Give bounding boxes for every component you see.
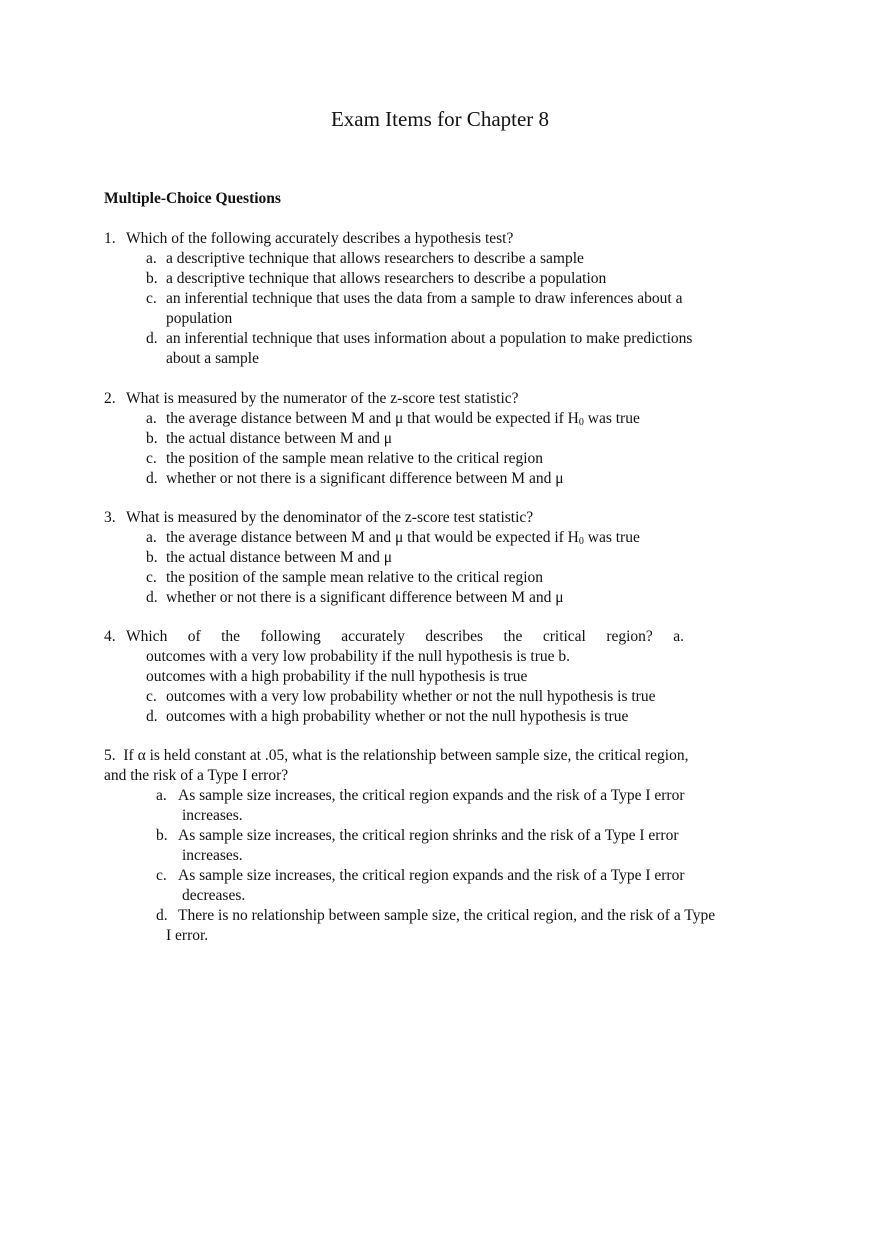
option-a-line: outcomes with a very low probability if the null hypothesis is true b.	[146, 648, 571, 665]
question-5	[104, 746, 784, 946]
option-letter: a.	[156, 787, 167, 804]
option-d	[104, 469, 784, 489]
option-letter: b.	[146, 549, 158, 566]
option-b	[104, 269, 784, 289]
option-b	[104, 429, 784, 449]
option-text: the actual distance between M and μ	[166, 549, 393, 566]
question-text: What is measured by the denominator of the z-score test statistic?	[126, 509, 534, 526]
question-3	[104, 508, 784, 608]
option-text: There is no relationship between sample size, the critical region, and the risk of a Type	[178, 907, 716, 924]
option-text-continued: increases.	[182, 847, 243, 864]
option-text: the average distance between M and μ that would be expected if H	[166, 529, 579, 546]
option-letter: a.	[146, 250, 157, 267]
subscript-zero: 0	[578, 536, 584, 547]
option-text-continued: decreases.	[182, 887, 246, 904]
option-text: a descriptive technique that allows researchers to describe a population	[166, 270, 607, 287]
question-stem	[104, 229, 784, 249]
option-text: the position of the sample mean relative to the critical region	[166, 450, 544, 467]
question-text: Which of the following accurately describes a hypothesis test?	[126, 230, 514, 247]
option-a	[104, 249, 784, 269]
option-c	[104, 289, 784, 329]
question-number: 3.	[104, 509, 116, 526]
option-a	[104, 409, 784, 429]
option-text-end: was true	[583, 410, 640, 427]
option-text-continued: about a sample	[166, 350, 259, 367]
option-list	[104, 249, 784, 369]
option-text-continued: I error.	[166, 927, 209, 944]
option-text: As sample size increases, the critical region expands and the risk of a Type I error	[178, 867, 685, 884]
option-letter: c.	[156, 867, 167, 884]
question-stem	[104, 746, 784, 766]
option-text: outcomes with a high probability whether or not the null hypothesis is true	[166, 708, 629, 725]
question-text-continued: and the risk of a Type I error?	[104, 767, 289, 784]
question-4	[104, 627, 784, 727]
option-text: As sample size increases, the critical region expands and the risk of a Type I error	[178, 787, 685, 804]
option-text: outcomes with a very low probability whether or not the null hypothesis is true	[166, 688, 656, 705]
option-list	[104, 786, 784, 946]
subscript-zero: 0	[578, 417, 584, 428]
section-heading: Multiple-Choice Questions	[104, 190, 281, 207]
option-letter: c.	[146, 688, 157, 705]
option-text: the average distance between M and μ that would be expected if H	[166, 410, 579, 427]
option-text: whether or not there is a significant difference between M and μ	[166, 470, 564, 487]
option-letter: d.	[146, 330, 158, 347]
option-text: a descriptive technique that allows researchers to describe a sample	[166, 250, 584, 267]
option-letter: c.	[146, 290, 157, 307]
option-c	[104, 687, 784, 707]
option-letter: b.	[146, 270, 158, 287]
option-d	[104, 329, 784, 369]
option-letter: d.	[146, 708, 158, 725]
option-b	[104, 826, 784, 866]
option-a	[104, 786, 784, 826]
option-letter: a.	[146, 410, 157, 427]
option-letter: d.	[146, 589, 158, 606]
question-number: 1.	[104, 230, 116, 247]
question-1	[104, 229, 784, 369]
option-text: the position of the sample mean relative to the critical region	[166, 569, 544, 586]
option-letter: c.	[146, 450, 157, 467]
option-text: an inferential technique that uses the data from a sample to draw inferences about a	[166, 290, 683, 307]
question-stem	[104, 508, 784, 528]
option-letter: a.	[146, 529, 157, 546]
question-2	[104, 389, 784, 489]
option-a	[104, 528, 784, 548]
option-text-continued: increases.	[182, 807, 243, 824]
option-list	[104, 528, 784, 608]
option-text-continued: population	[166, 310, 233, 327]
question-stem	[104, 389, 784, 409]
option-b-line: outcomes with a high probability if the null hypothesis is true	[146, 668, 528, 685]
option-d	[104, 906, 784, 946]
question-stem	[104, 627, 784, 647]
option-letter: d.	[156, 907, 168, 924]
question-text: If α is held constant at .05, what is the relationship between sample size, the critical region,	[123, 747, 689, 764]
question-text: What is measured by the numerator of the z-score test statistic?	[126, 390, 519, 407]
option-letter: b.	[156, 827, 168, 844]
option-letter: b.	[146, 430, 158, 447]
option-d	[104, 707, 784, 727]
question-number: 5.	[104, 747, 116, 764]
option-text: As sample size increases, the critical region shrinks and the risk of a Type I error	[178, 827, 679, 844]
question-text: Which of the following accurately describes the critical region? a.	[126, 628, 684, 645]
option-c	[104, 449, 784, 469]
option-b	[104, 548, 784, 568]
option-c	[104, 568, 784, 588]
option-list	[104, 687, 784, 727]
option-text: whether or not there is a significant difference between M and μ	[166, 589, 564, 606]
option-text: an inferential technique that uses information about a population to make predictions	[166, 330, 693, 347]
question-number: 4.	[104, 628, 116, 645]
page-title: Exam Items for Chapter 8	[330, 107, 550, 131]
option-list	[104, 409, 784, 489]
option-letter: d.	[146, 470, 158, 487]
option-text: the actual distance between M and μ	[166, 430, 393, 447]
option-text-end: was true	[583, 529, 640, 546]
option-d	[104, 588, 784, 608]
option-letter: c.	[146, 569, 157, 586]
option-c	[104, 866, 784, 906]
question-number: 2.	[104, 390, 116, 407]
